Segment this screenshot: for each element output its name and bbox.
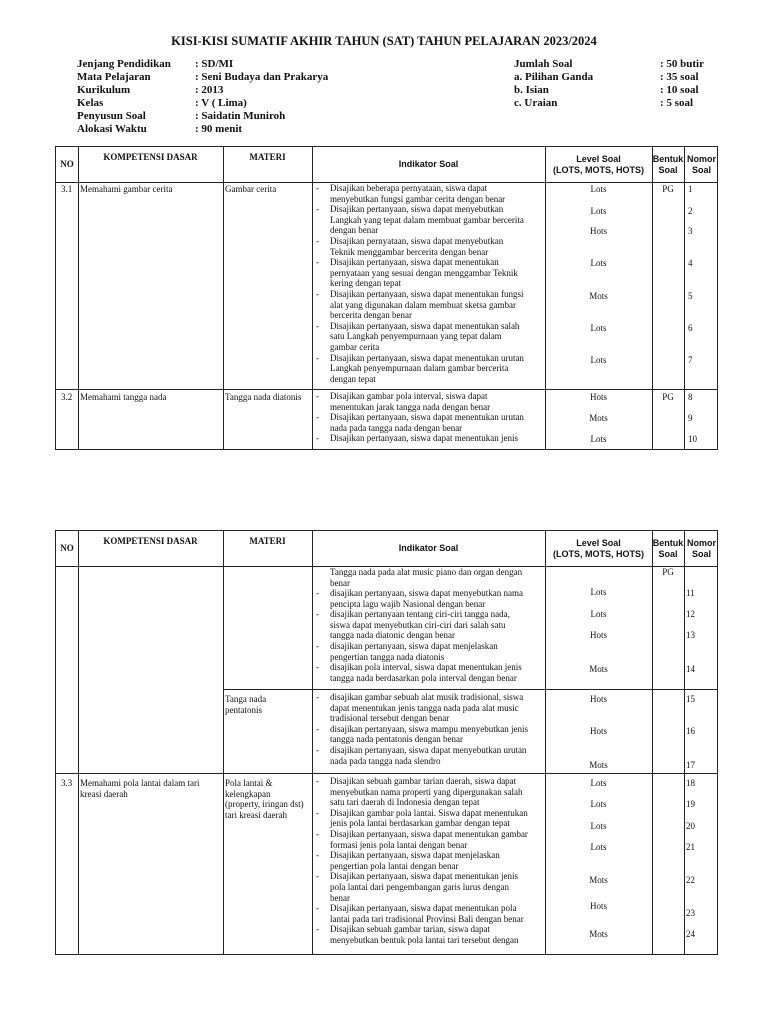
indicator-line: disajikan pertanyaan, siswa mampu menyebutkan jenis (330, 723, 528, 734)
indicator-line: menentukan jarak tangga nada dengan benar (330, 401, 491, 412)
kd-text: Memahami pola lantai dalam tari (80, 778, 200, 788)
level-soal: Hots (589, 226, 607, 236)
indicator-item (316, 204, 544, 236)
info-row (514, 97, 704, 110)
materi-text: pentatonis (225, 704, 262, 715)
info-label: c. Uraian (514, 97, 558, 109)
materi-text: tari kreasi daerah (225, 809, 287, 820)
indicator-bullet: - (316, 850, 319, 861)
kd-text: Memahami tangga nada (80, 392, 167, 402)
level-soal: Lots (590, 434, 607, 444)
level-soal: Lots (590, 184, 607, 194)
indicator-line: Teknik menggambar bercerita dengan benar (330, 246, 489, 257)
indicator-line: disajikan gambar sebuah alat musik tradisional, siswa (330, 692, 524, 702)
indicator-bullet: - (316, 745, 319, 755)
level-soal: Lots (590, 258, 607, 268)
header-kompetensi-dasar: KOMPETENSI DASAR (103, 536, 198, 546)
indicator-line: dapat menentukan jenis tangga nada pada alat music (330, 702, 519, 713)
level-soal: Mots (589, 760, 608, 770)
indicator-item (316, 924, 544, 945)
kisi-table-page-2 (55, 530, 718, 955)
indicator-line: disajikan pertanyaan, siswa dapat menjelaskan (330, 641, 498, 651)
indicator-line: Disajikan sebuah gambar tarian, siswa dapat (330, 924, 490, 935)
indicator-line: Disajikan pertanyaan, siswa dapat menyebutkan (330, 204, 504, 215)
info-label: Mata Pelajaran (77, 71, 151, 83)
indicator-line: disajikan pertanyaan, siswa dapat menyebutkan urutan (330, 745, 527, 755)
materi-text: kelengkapan (225, 788, 271, 799)
indicator-item (316, 745, 544, 766)
level-soal: Lots (590, 355, 607, 365)
indicator-line: Disajikan pertanyaan, siswa dapat menentukan fungsi (330, 289, 524, 299)
indicator-line: disajikan pola interval, siswa dapat menentukan jenis (330, 662, 522, 673)
level-soal: Lots (590, 821, 607, 831)
indicator-bullet: - (316, 391, 319, 401)
indicator-line: Disajikan beberapa pernyataan, siswa dapat (330, 183, 488, 193)
nomor-soal: 12 (686, 609, 695, 619)
indicator-line: nada pada tangga nada dengan benar (330, 422, 463, 433)
indicator-item (316, 903, 544, 924)
level-soal: Lots (590, 323, 607, 333)
level-soal: Lots (590, 587, 607, 597)
nomor-soal: 23 (686, 908, 695, 918)
kd-text: Memahami gambar cerita (80, 184, 173, 194)
level-soal: Lots (590, 609, 607, 619)
nomor-soal: 22 (686, 875, 695, 885)
indicator-bullet: - (316, 662, 319, 673)
indicator-line: alat yang digunakan dalam membuat sketsa gambar (330, 299, 516, 310)
indicator-line: menyebutkan bentuk pola lantai tari tersebut dengan (330, 934, 519, 945)
info-value: : 50 butir (660, 58, 704, 70)
indicator-line: bercerita dengan benar (330, 310, 412, 321)
indicator-line: Disajikan gambar pola interval, siswa dapat (330, 391, 488, 401)
header-bentuk: Bentuk Soal (652, 154, 684, 175)
indicator-line: pencipta lagu wajib Nasional dengan benar (330, 598, 486, 609)
nomor-soal: 14 (686, 664, 695, 674)
nomor-soal: 7 (688, 355, 693, 365)
indicator-bullet: - (316, 433, 319, 444)
info-value: : 5 soal (660, 97, 693, 109)
info-row (77, 58, 328, 71)
level-soal: Lots (590, 842, 607, 852)
indicator-line: Disajikan pertanyaan, siswa dapat menentukan (330, 257, 499, 268)
nomor-soal: 21 (686, 842, 695, 852)
indicator-bullet: - (316, 352, 319, 363)
indicator-bullet: - (316, 609, 319, 620)
nomor-soal: 1 (688, 184, 693, 194)
indicator-bullet: - (316, 289, 319, 299)
indicator-line: Langkah penyempurnaan dalam gambar bercerita (330, 363, 509, 374)
materi-text: Gambar cerita (225, 184, 277, 194)
nomor-soal: 6 (688, 323, 693, 333)
level-soal: Hots (589, 392, 607, 402)
info-label: Alokasi Waktu (77, 123, 147, 135)
indicator-bullet: - (316, 807, 319, 818)
header-kompetensi-dasar: KOMPETENSI DASAR (103, 152, 198, 162)
indicator-item (316, 829, 544, 850)
info-label: Kurikulum (77, 84, 131, 96)
indicator-line: jenis pola lantai berdasarkan gambar dengan tepat (330, 818, 510, 829)
level-soal: Hots (589, 694, 607, 704)
level-soal: Lots (590, 206, 607, 216)
indicator-item (316, 321, 544, 353)
indicator-item (316, 257, 544, 289)
bentuk-soal: PG (662, 392, 674, 402)
materi-text: (property, iringan dst) (225, 799, 304, 810)
nomor-soal: 3 (688, 226, 693, 236)
indicator-line: pengertian pola lantai dengan benar (330, 860, 459, 871)
header-nomor: Nomor Soal (687, 538, 716, 559)
kd-text: kreasi daerah (80, 788, 128, 799)
indicator-line: siswa dapat menyebutkan ciri-ciri dari salah satu (330, 619, 506, 630)
indicator-line: menyebutkan fungsi gambar cerita dengan benar (330, 193, 506, 204)
nomor-soal: 4 (688, 258, 693, 268)
indicator-line: Disajikan pertanyaan, siswa dapat menentukan urutan (330, 412, 524, 423)
indicator-item (316, 289, 544, 321)
indicator-item (316, 641, 544, 662)
info-value: : SD/MI (195, 58, 234, 70)
header-level: Level Soal (LOTS, MOTS, HOTS) (553, 154, 644, 175)
indicator-line: dengan benar (330, 225, 379, 236)
info-label: Kelas (77, 97, 104, 109)
indicator-item (316, 850, 544, 871)
indicator-line: pernyataan yang sesuai dengan menggambar Teknik (330, 267, 518, 278)
nomor-soal: 19 (686, 799, 695, 809)
nomor-soal: 18 (686, 778, 695, 788)
indicator-line: Tangga nada pada alat music piano dan organ dengan (330, 567, 523, 577)
indicator-line: Disajikan pernyataan, siswa dapat menyebutkan (330, 236, 504, 246)
info-label: b. Isian (514, 84, 549, 96)
indicator-line: Disajikan pertanyaan, siswa dapat menentukan urutan (330, 352, 524, 363)
level-soal: Mots (589, 413, 608, 423)
indicator-line: Langkah yang tepat dalam membuat gambar bercerita (330, 214, 524, 225)
info-value: : V ( Lima) (195, 97, 247, 109)
indicator-line: menyebutkan nama properti yang dipergunakan salah (330, 786, 523, 797)
indicator-line: Disajikan pertanyaan, siswa dapat menjelaskan (330, 850, 500, 861)
info-row (77, 97, 328, 110)
header-materi: MATERI (249, 536, 286, 546)
level-soal: Mots (589, 875, 608, 885)
indicator-line: gambar cerita (330, 341, 380, 352)
indicator-bullet: - (316, 320, 319, 331)
indicator-line: benar (330, 892, 350, 903)
level-soal: Hots (589, 901, 607, 911)
nomor-soal: 16 (686, 726, 695, 736)
nomor-soal: 9 (688, 413, 693, 423)
indicator-bullet: - (316, 776, 319, 786)
kd-number: 3.1 (61, 184, 73, 194)
indicator-item (316, 871, 544, 903)
indicator-line: formasi jenis pola lantai dengan benar (330, 839, 468, 850)
header-level: Level Soal (LOTS, MOTS, HOTS) (553, 538, 644, 559)
indicator-item (316, 808, 544, 829)
indicator-item (316, 236, 544, 257)
info-row (77, 84, 328, 97)
header-no: NO (60, 543, 74, 553)
info-value: : 10 soal (660, 84, 699, 96)
info-row (514, 58, 704, 71)
indicator-line: Disajikan pertanyaan, siswa dapat menentukan gambar (330, 829, 528, 839)
indicator-continuation (316, 567, 544, 589)
info-label: Jumlah Soal (514, 58, 573, 70)
kisi-table-page-1 (55, 146, 718, 450)
level-soal: Hots (589, 630, 607, 640)
info-value: : 90 menit (195, 123, 243, 135)
indicator-line: tangga nada berdasarkan pola interval dengan benar (330, 672, 517, 683)
level-soal: Lots (590, 799, 607, 809)
level-soal: Mots (589, 291, 608, 301)
info-row (77, 110, 328, 123)
indicator-bullet: - (316, 692, 319, 702)
indicator-bullet: - (316, 588, 319, 598)
indicator-line: Disajikan gambar pola lantai. Siswa dapat menentukan (330, 807, 528, 818)
level-soal: Hots (589, 726, 607, 736)
materi-text: Tangga nada diatonis (225, 392, 302, 402)
level-soal: Mots (589, 664, 608, 674)
nomor-soal: 10 (688, 434, 697, 444)
indicator-line: tangga nada diatonic dengan benar (330, 630, 455, 641)
materi-text: Tanga nada (225, 694, 267, 704)
indicator-bullet: - (316, 257, 319, 268)
nomor-soal: 2 (688, 206, 693, 216)
bentuk-soal: PG (662, 184, 674, 194)
indicator-item (316, 724, 544, 745)
nomor-soal: 24 (686, 929, 695, 939)
indicator-line: Disajikan pertanyaan, siswa dapat menentukan jenis (330, 871, 518, 882)
indicator-line: tradisional tersebut dengan benar (330, 713, 450, 724)
nomor-soal: 5 (688, 291, 693, 301)
info-value: : 2013 (195, 84, 224, 96)
info-label: Jenjang Pendidikan (77, 58, 171, 70)
info-label: a. Pilihan Ganda (514, 71, 594, 83)
indicator-bullet: - (316, 236, 319, 246)
indicator-bullet: - (316, 829, 319, 839)
indicator-line: satu Langkah penyempurnaan yang tepat dalam (330, 331, 502, 342)
indicator-line: lantai pada tari tradisional Provinsi Bali dengan benar (330, 913, 524, 924)
indicator-item (316, 391, 544, 412)
info-row (77, 123, 328, 136)
header-no: NO (60, 159, 74, 169)
indicator-item (316, 609, 544, 641)
nomor-soal: 17 (686, 760, 695, 770)
indicator-item (316, 433, 544, 444)
info-value: : Seni Budaya dan Prakarya (195, 71, 329, 83)
info-row (514, 84, 704, 97)
header-indikator: Indikator Soal (398, 543, 459, 553)
info-row (514, 71, 704, 84)
materi-text: Pola lantai & (225, 778, 273, 788)
bentuk-soal: PG (662, 567, 674, 577)
indicator-bullet: - (316, 903, 319, 914)
indicator-line: benar (330, 577, 350, 588)
indicator-line: Disajikan sebuah gambar tarian daerah, siswa dapat (330, 776, 517, 786)
header-indikator: Indikator Soal (398, 159, 459, 169)
indicator-item (316, 776, 544, 808)
indicator-line: Disajikan pertanyaan, siswa dapat menentukan jenis (330, 433, 518, 444)
info-label: Penyusun Soal (77, 110, 146, 122)
indicator-line: disajikan pertanyaan, siswa dapat menyebutkan nama (330, 588, 523, 598)
nomor-soal: 15 (686, 694, 695, 704)
info-right (514, 58, 704, 110)
header-bentuk: Bentuk Soal (652, 538, 684, 559)
header-nomor: Nomor Soal (687, 154, 716, 175)
document-title: KISI-KISI SUMATIF AKHIR TAHUN (SAT) TAHUN PELAJARAN 2023/2024 (171, 34, 597, 48)
indicator-bullet: - (316, 924, 319, 935)
indicator-item (316, 412, 544, 433)
indicator-bullet: - (316, 412, 319, 423)
indicator-bullet: - (316, 183, 319, 193)
indicator-item (316, 662, 544, 683)
indicator-line: Disajikan pertanyaan, siswa dapat menentukan salah (330, 320, 520, 331)
level-soal: Mots (589, 929, 608, 939)
info-row (77, 71, 328, 84)
indicator-line: kering dengan tepat (330, 278, 401, 289)
indicator-line: Disajikan pertanyaan, siswa dapat menentukan pola (330, 903, 517, 914)
indicator-item (316, 353, 544, 385)
indicator-line: satu tari daerah di Indonesia dengan tepat (330, 797, 480, 808)
indicator-item (316, 183, 544, 204)
indicator-line: pengertian tangga nada diatonis (330, 651, 445, 662)
indicator-bullet: - (316, 204, 319, 215)
level-soal: Lots (590, 778, 607, 788)
kd-number: 3.3 (61, 778, 73, 788)
info-left (77, 58, 328, 136)
header-materi: MATERI (249, 152, 286, 162)
kd-number: 3.2 (61, 392, 73, 402)
info-value: : 35 soal (660, 71, 699, 83)
indicator-line: nada pada tangga nada slendro (330, 755, 441, 766)
indicator-item (316, 588, 544, 609)
indicator-line: dengan tepat (330, 373, 376, 384)
indicator-bullet: - (316, 641, 319, 651)
indicator-item (316, 692, 544, 724)
indicator-bullet: - (316, 723, 319, 734)
nomor-soal: 11 (686, 588, 695, 598)
nomor-soal: 8 (688, 392, 693, 402)
indicator-line: pola lantai dari pengembangan garis lurus dengan (330, 881, 509, 892)
indicator-line: tangga nada pentatonis dengan benar (330, 734, 463, 745)
nomor-soal: 20 (686, 821, 695, 831)
indicator-bullet: - (316, 871, 319, 882)
nomor-soal: 13 (686, 630, 695, 640)
info-value: : Saidatin Muniroh (195, 110, 286, 122)
indicator-line: disajikan pertanyaan tentang ciri-ciri tangga nada, (330, 609, 510, 620)
